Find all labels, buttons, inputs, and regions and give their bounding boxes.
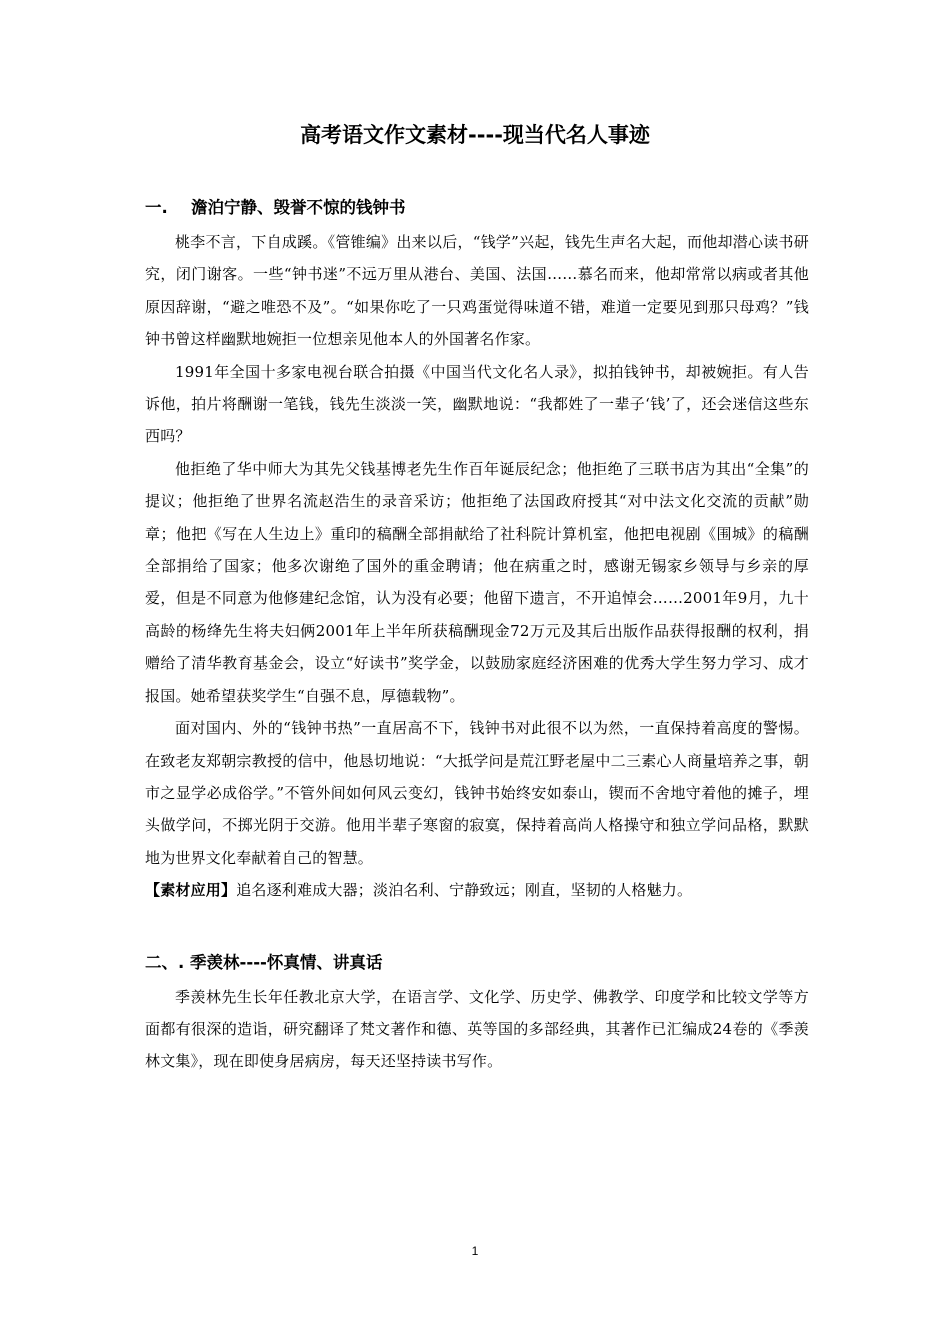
material-application (145, 874, 809, 906)
section-2-heading: 二、. 季羡林----怀真情、讲真话 (145, 952, 383, 972)
section-1-title: 澹泊宁静、毁誉不惊的钱钟书 (191, 198, 406, 217)
section-1-paragraph: 1991年全国十多家电视台联合拍摄《中国当代文化名人录》，拟拍钱钟书，却被婉拒。有人告诉他，拍片将酬谢一笔钱，钱先生淡淡一笑，幽默地说：“我都姓了一辈子‘钱’了，还会迷信这些东西吗？ (145, 362, 809, 446)
section-1-paragraph: 桃李不言，下自成蹊。《管锥编》出来以后，“钱学”兴起，钱先生声名大起，而他却潜心读书研究，闭门谢客。一些“钟书迷”不远万里从港台、美国、法国……慕名而来，他却常常以病或者其他原因辞谢，“避之唯恐不及”。“如果你吃了一只鸡蛋觉得味道不错，难道一定要见到那只母鸡？”钱钟书曾这样幽默地婉拒一位想亲见他本人的外国著名作家。 (145, 233, 809, 349)
section-1-paragraph: 面对国内、外的“钱钟书热”一直居高不下，钱钟书对此很不以为然，一直保持着高度的警惕。在致老友郑朝宗教授的信中，他恳切地说：“大抵学问是荒江野老屋中二三素心人商量培养之事，朝市之显学必成俗学。”不管外间如何风云变幻，钱钟书始终安如泰山，锲而不舍地守着他的摊子，埋头做学问，不掷光阴于交游。他用半辈子寒窗的寂寞，保持着高尚人格操守和独立学问品格，默默地为世界文化奉献着自己的智慧。 (145, 719, 809, 867)
document-body (145, 194, 809, 1078)
material-application-text: 追名逐利难成大器；淡泊名利、宁静致远；刚直，坚韧的人格魅力。 (236, 881, 693, 900)
section-1-number: 一. (145, 198, 168, 217)
material-application-tag: 【素材应用】 (145, 881, 237, 900)
document-title: 高考语文作文素材----现当代名人事迹 (300, 123, 650, 147)
section-1-paragraph: 他拒绝了华中师大为其先父钱基博老先生作百年诞辰纪念；他拒绝了三联书店为其出“全集”的提议；他拒绝了世界名流赵浩生的录音采访；他拒绝了法国政府授其“对中法文化交流的贡献”勋章；他把《写在人生边上》重印的稿酬全部捐献给了社科院计算机室，他把电视剧《围城》的稿酬全部捐给了国家；他多次谢绝了国外的重金聘请；他在病重之时，感谢无锡家乡领导与乡亲的厚爱，但是不同意为他修建纪念馆，认为没有必要；他留下遗言，不开追悼会……2001年9月，九十高龄的杨绛先生将夫妇俩2001年上半年所获稿酬现金72万元及其后出版作品获得报酬的权利，捐赠给了清华教育基金会，设立“好读书”奖学金，以鼓励家庭经济困难的优秀大学生努力学习、成才报国。她希望获奖学生“自强不息，厚德载物”。 (145, 459, 809, 705)
section-1-heading (145, 194, 809, 222)
page-number: 1 (471, 1244, 479, 1258)
section-2-paragraph: 季羡林先生长年任教北京大学，在语言学、文化学、历史学、佛教学、印度学和比较文学等方面都有很深的造诣，研究翻译了梵文著作和德、英等国的多部经典，其著作已汇编成24卷的《季羡林文集》，现在即使身居病房，每天还坚持读书写作。 (145, 987, 809, 1071)
